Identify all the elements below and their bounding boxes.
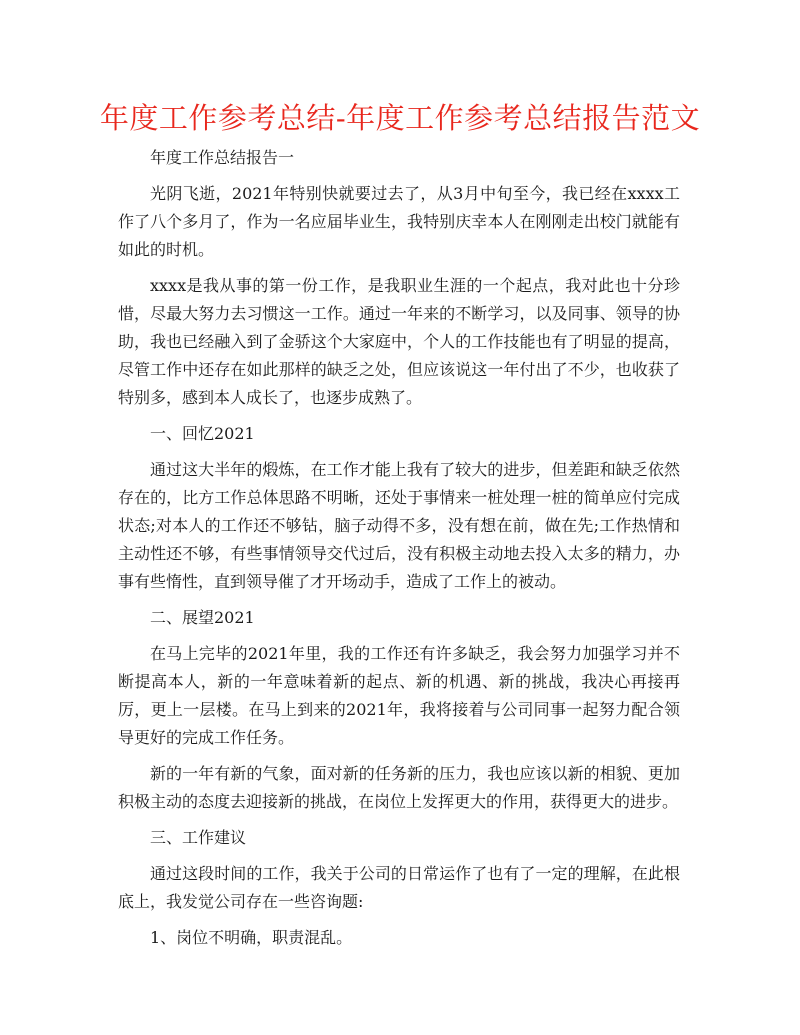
section-heading: 三、工作建议 [150, 828, 247, 847]
section-heading: 一、回忆2021 [150, 424, 255, 443]
document-title: 年度工作参考总结-年度工作参考总结报告范文 [99, 101, 701, 135]
paragraph: xxxx是我从事的第一份工作，是我职业生涯的一个起点，我对此也十分珍惜，尽最大努力去习惯这一工作。通过一年来的不断学习，以及同事、领导的协助，我也已经融入到了金骄这个大家庭中，个人的工作技能也有了明显的提高，尽管工作中还存在如此那样的缺乏之处，但应该说这一年付出了不少，也收获了特别多，感到本人成长了，也逐步成熟了。 [118, 276, 680, 407]
section-heading: 年度工作总结报告一 [150, 148, 295, 167]
paragraph: 通过这大半年的煅炼，在工作才能上我有了较大的进步，但差距和缺乏依然存在的，比方工作总体思路不明晰，还处于事情来一桩处理一桩的简单应付完成状态;对本人的工作还不够钻，脑子动得不多，没有想在前，做在先;工作热情和主动性还不够，有些事情领导交代过后，没有积极主动地去投入太多的精力，办事有些惰性，直到领导催了才开场动手，造成了工作上的被动。 [118, 460, 680, 591]
paragraph: 通过这段时间的工作，我关于公司的日常运作了也有了一定的理解，在此根底上，我发觉公司存在一些咨询题: [118, 864, 680, 911]
section-heading: 二、展望2021 [150, 608, 255, 627]
list-item: 1、岗位不明确，职责混乱。 [150, 928, 353, 947]
paragraph: 光阴飞逝，2021年特别快就要过去了，从3月中旬至今，我已经在xxxx工作了八个多月了，作为一名应届毕业生，我特别庆幸本人在刚刚走出校门就能有如此的时机。 [118, 184, 680, 259]
paragraph: 在马上完毕的2021年里，我的工作还有许多缺乏，我会努力加强学习并不断提高本人，新的一年意味着新的起点、新的机遇、新的挑战，我决心再接再厉，更上一层楼。在马上到来的2021年，我将接着与公司同事一起努力配合领导更好的完成工作任务。 [118, 644, 680, 747]
paragraph: 新的一年有新的气象，面对新的任务新的压力，我也应该以新的相貌、更加积极主动的态度去迎接新的挑战，在岗位上发挥更大的作用，获得更大的进步。 [118, 764, 680, 811]
document-body [118, 144, 680, 960]
